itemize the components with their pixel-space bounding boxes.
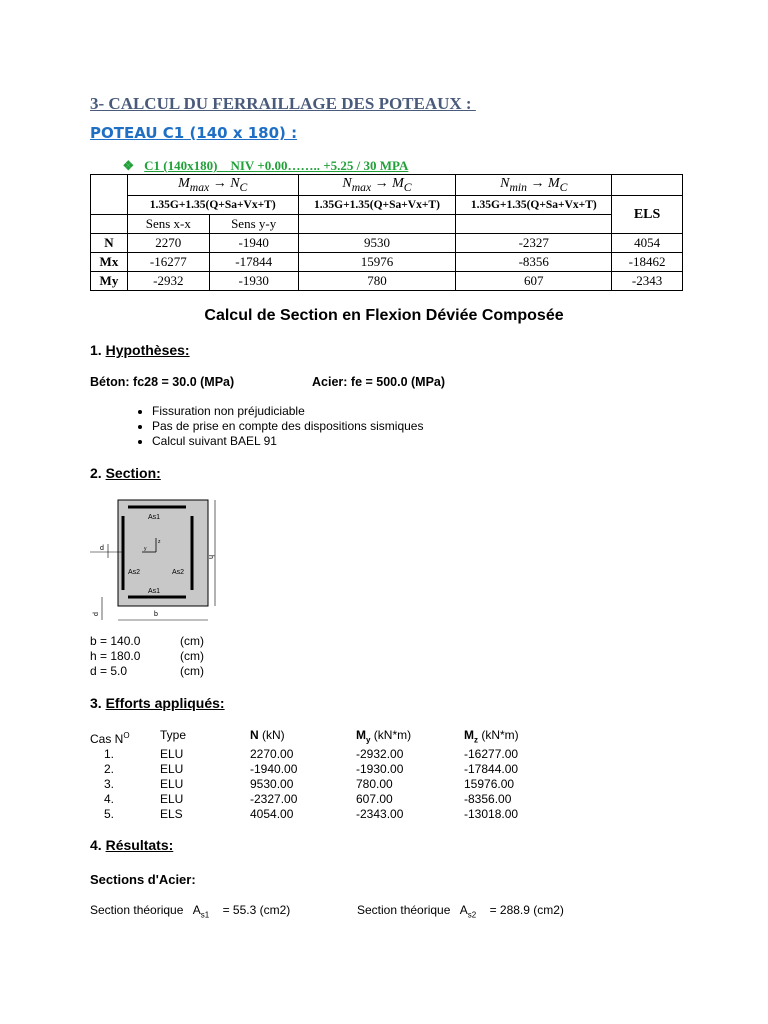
row-label: My — [91, 272, 128, 291]
section-dimensions — [90, 634, 204, 679]
as2-left-label: As2 — [128, 569, 141, 576]
header-cas — [90, 728, 160, 747]
beton-param: Béton: fc28 = 30.0 (MPa) — [90, 375, 235, 389]
table-corner-cell — [91, 175, 128, 215]
list-item: • Fissuration non préjudiciable — [152, 404, 423, 419]
table-cell: -16277.00 — [464, 747, 519, 762]
combo-cell: 1.35G+1.35(Q+Sa+Vx+T) — [298, 196, 456, 215]
col-header-mmax: $M_{max} \to N_C$ — [127, 175, 298, 196]
d-bottom-label: d — [93, 612, 100, 616]
list-item: • Pas de prise en compte des dispositions sismiques — [152, 419, 423, 434]
col-header-nmax: $N_{max} \to M_C$ — [298, 175, 456, 196]
table-cell — [298, 215, 456, 234]
header-cas-sup: O — [123, 731, 130, 740]
els-cell: ELS — [612, 196, 683, 234]
result-symbol: A — [192, 903, 201, 917]
table-cell: -1930 — [209, 272, 298, 291]
table-cell: 3. — [104, 777, 115, 792]
calc-title: Calcul de Section en Flexion Déviée Composée — [204, 307, 564, 324]
table-cell: -8356.00 — [464, 792, 512, 807]
section-4-heading — [90, 837, 173, 853]
table-cell: -2932.00 — [356, 747, 404, 762]
table-cell: -2343.00 — [356, 807, 404, 822]
header-my — [356, 728, 464, 747]
table-cell — [91, 215, 128, 234]
as1-bottom-label: As1 — [148, 588, 161, 595]
table-row — [91, 234, 683, 253]
col-header-empty — [612, 175, 683, 196]
table-cell: 780 — [298, 272, 456, 291]
sens-y-cell: Sens y-y — [209, 215, 298, 234]
section-number: 1. — [90, 342, 106, 358]
table-cell: 4054 — [612, 234, 683, 253]
list-item — [90, 664, 204, 679]
table-row — [90, 777, 574, 792]
d-label: d — [100, 545, 104, 552]
table-cell: 5. — [104, 807, 115, 822]
list-item — [90, 634, 204, 649]
section-3-heading — [90, 695, 225, 711]
header-cas-label: Cas N — [90, 732, 124, 746]
table-cell: ELU — [160, 747, 184, 762]
header-mz-sub: z — [474, 735, 478, 745]
table-cell: ELU — [160, 792, 184, 807]
table-cell: ELS — [160, 807, 183, 822]
table-cell: -17844.00 — [464, 762, 519, 777]
table-cell: -1940.00 — [250, 762, 298, 777]
table-cell: 2. — [104, 762, 115, 777]
table-cell: 2270 — [127, 234, 209, 253]
table-cell: -2343 — [612, 272, 683, 291]
row-label: N — [91, 234, 128, 253]
result-sub: s2 — [467, 910, 477, 920]
header-my-symbol: M — [356, 728, 366, 742]
header-mz-symbol: M — [464, 728, 474, 742]
y-label: y — [144, 546, 147, 552]
table-cell: -1930.00 — [356, 762, 404, 777]
header-mz — [464, 728, 574, 747]
table-cell: 4. — [104, 792, 115, 807]
table-cell: 1. — [104, 747, 115, 762]
diamond-bullet-icon: ❖ — [122, 158, 135, 173]
table-cell: 780.00 — [356, 777, 393, 792]
table-cell: -2327 — [456, 234, 612, 253]
table-cell: -2932 — [127, 272, 209, 291]
table-cell — [456, 215, 612, 234]
efforts-table — [90, 174, 683, 291]
combo-cell: 1.35G+1.35(Q+Sa+Vx+T) — [456, 196, 612, 215]
section-number: 4. — [90, 837, 106, 853]
header-type: Type — [160, 728, 187, 742]
table-cell: 607 — [456, 272, 612, 291]
result-label: Section théorique — [357, 903, 451, 917]
result-symbol: A — [459, 903, 468, 917]
poteau-title: POTEAU C1 (140 x 180) : — [90, 124, 298, 142]
result-label: Section théorique — [90, 903, 184, 917]
section-diagram — [88, 494, 228, 628]
table-row — [90, 807, 574, 822]
acier-param: Acier: fe = 500.0 (MPa) — [312, 375, 446, 389]
table-row — [90, 762, 574, 777]
section-heading: 3- CALCUL DU FERRAILLAGE DES POTEAUX : — [90, 94, 476, 113]
table-cell: 9530.00 — [250, 777, 294, 792]
table-header-row — [90, 728, 574, 747]
table-cell: 4054.00 — [250, 807, 294, 822]
section-number: 3. — [90, 695, 106, 711]
dim-unit: (cm) — [180, 649, 204, 663]
result-value: = 55.3 (cm2) — [222, 903, 291, 917]
table-row — [91, 253, 683, 272]
table-cell: ELU — [160, 762, 184, 777]
section-label: Résultats: — [105, 837, 174, 853]
table-cell: -16277 — [127, 253, 209, 272]
list-item — [90, 649, 204, 664]
hypotheses-list — [130, 404, 423, 449]
poteau-bullet-text: C1 (140x180) NIV +0.00…….. +5.25 / 30 MPA — [144, 158, 409, 173]
header-n-symbol: N — [250, 728, 259, 742]
result-as2 — [357, 903, 564, 919]
header-n-unit: (kN) — [262, 728, 285, 742]
table-cell: 2270.00 — [250, 747, 294, 762]
table-cell: -1940 — [209, 234, 298, 253]
section-number: 2. — [90, 465, 106, 481]
header-n — [250, 728, 356, 747]
section-2-heading — [90, 465, 161, 481]
dim-unit: (cm) — [180, 634, 204, 648]
section-label: Section: — [105, 465, 161, 481]
header-my-unit: (kN*m) — [373, 728, 412, 742]
header-mz-unit: (kN*m) — [481, 728, 519, 742]
section-1-heading — [90, 342, 190, 358]
table-cell: 607.00 — [356, 792, 393, 807]
table-row — [91, 272, 683, 291]
column-section-rect — [118, 500, 208, 606]
list-item: • Calcul suivant BAEL 91 — [152, 434, 423, 449]
dim-key: d = 5.0 — [90, 664, 128, 678]
efforts-applied-table — [90, 728, 574, 822]
result-value: = 288.9 (cm2) — [489, 903, 564, 917]
result-as1 — [90, 903, 290, 919]
section-label: Efforts appliqués: — [105, 695, 225, 711]
as2-right-label: As2 — [172, 569, 185, 576]
table-row — [90, 792, 574, 807]
row-label: Mx — [91, 253, 128, 272]
sens-x-cell: Sens x-x — [127, 215, 209, 234]
result-sub: s1 — [200, 910, 210, 920]
table-cell: 9530 — [298, 234, 456, 253]
poteau-bullet — [116, 142, 408, 174]
header-my-sub: y — [366, 735, 371, 745]
sections-acier-label: Sections d'Acier: — [90, 872, 196, 887]
z-label: z — [158, 539, 161, 545]
dim-unit: (cm) — [180, 664, 204, 678]
section-label: Hypothèses: — [105, 342, 190, 358]
combo-cell: 1.35G+1.35(Q+Sa+Vx+T) — [127, 196, 298, 215]
col-header-nmin: $N_{min} \to M_C$ — [456, 175, 612, 196]
h-label: h — [207, 555, 214, 559]
table-cell: -18462 — [612, 253, 683, 272]
table-cell: -17844 — [209, 253, 298, 272]
table-cell: -8356 — [456, 253, 612, 272]
table-cell: 15976 — [298, 253, 456, 272]
table-cell: -13018.00 — [464, 807, 519, 822]
as1-top-label: As1 — [148, 514, 161, 521]
table-cell: ELU — [160, 777, 184, 792]
b-label: b — [154, 611, 158, 618]
table-cell: 15976.00 — [464, 777, 515, 792]
dim-key: b = 140.0 — [90, 634, 141, 648]
table-cell: -2327.00 — [250, 792, 298, 807]
table-row — [90, 747, 574, 762]
dim-key: h = 180.0 — [90, 649, 141, 663]
